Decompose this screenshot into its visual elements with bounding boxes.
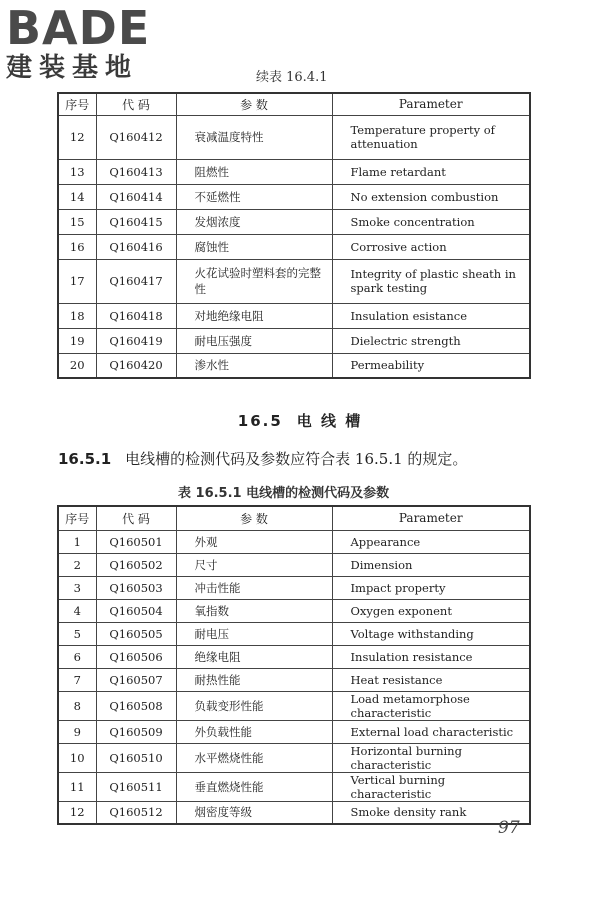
table-row — [58, 645, 530, 668]
section-number: 16.5 — [237, 412, 283, 430]
cell-param: 腐蚀性 — [176, 234, 332, 259]
table2-caption: 表 16.5.1 电线槽的检测代码及参数 — [178, 486, 390, 501]
cell-no: 7 — [58, 668, 96, 691]
cell-no: 16 — [58, 234, 96, 259]
cell-param: 烟密度等级 — [176, 801, 332, 824]
table-row — [58, 184, 530, 209]
cell-code: Q160506 — [96, 645, 176, 668]
table-16-4-1-continued — [57, 92, 531, 379]
table-row — [58, 668, 530, 691]
table1-caption: 续表 16.4.1 — [256, 70, 328, 85]
cell-code: Q160503 — [96, 576, 176, 599]
cell-parameter-en: Smoke density rank — [332, 801, 530, 824]
cell-param: 对地绝缘电阻 — [176, 303, 332, 328]
cell-no: 9 — [58, 720, 96, 743]
cell-code: Q160418 — [96, 303, 176, 328]
cell-code: Q160419 — [96, 328, 176, 353]
cell-no: 10 — [58, 743, 96, 772]
cell-parameter-en: Flame retardant — [332, 159, 530, 184]
table-row — [58, 801, 530, 824]
table-row — [58, 743, 530, 772]
table-16-5-1 — [57, 505, 531, 825]
cell-param: 冲击性能 — [176, 576, 332, 599]
table-header-row — [58, 93, 530, 115]
cell-param: 负载变形性能 — [176, 691, 332, 720]
cell-no: 19 — [58, 328, 96, 353]
cell-param: 衰减温度特性 — [176, 115, 332, 159]
cell-param: 尺寸 — [176, 553, 332, 576]
logo-brand: BADE — [6, 1, 151, 55]
table-row — [58, 691, 530, 720]
header-code: 代 码 — [96, 93, 176, 115]
table-row — [58, 209, 530, 234]
cell-code: Q160512 — [96, 801, 176, 824]
cell-parameter-en: Dielectric strength — [332, 328, 530, 353]
table-row — [58, 772, 530, 801]
cell-code: Q160507 — [96, 668, 176, 691]
cell-param: 外负载性能 — [176, 720, 332, 743]
table-row — [58, 622, 530, 645]
cell-parameter-en: Vertical burning characteristic — [332, 772, 530, 801]
cell-code: Q160412 — [96, 115, 176, 159]
cell-code: Q160504 — [96, 599, 176, 622]
cell-parameter-en: Voltage withstanding — [332, 622, 530, 645]
table-row — [58, 576, 530, 599]
cell-param: 耐电压强度 — [176, 328, 332, 353]
cell-param: 外观 — [176, 530, 332, 553]
cell-code: Q160509 — [96, 720, 176, 743]
table-row — [58, 303, 530, 328]
cell-code: Q160413 — [96, 159, 176, 184]
cell-code: Q160511 — [96, 772, 176, 801]
cell-parameter-en: Impact property — [332, 576, 530, 599]
page-number: 97 — [498, 818, 520, 838]
table-row — [58, 530, 530, 553]
section-heading — [0, 410, 600, 431]
cell-parameter-en: Integrity of plastic sheath in spark testing — [332, 259, 530, 303]
cell-code: Q160420 — [96, 353, 176, 378]
cell-no: 8 — [58, 691, 96, 720]
table-row — [58, 553, 530, 576]
table-row — [58, 259, 530, 303]
cell-param: 耐热性能 — [176, 668, 332, 691]
cell-no: 18 — [58, 303, 96, 328]
cell-code: Q160415 — [96, 209, 176, 234]
header-param: 参 数 — [176, 93, 332, 115]
cell-no: 3 — [58, 576, 96, 599]
cell-parameter-en: Smoke concentration — [332, 209, 530, 234]
header-parameter: Parameter — [332, 506, 530, 530]
cell-no: 12 — [58, 115, 96, 159]
cell-param: 阻燃性 — [176, 159, 332, 184]
cell-code: Q160502 — [96, 553, 176, 576]
cell-parameter-en: No extension combustion — [332, 184, 530, 209]
table-row — [58, 234, 530, 259]
table-row — [58, 353, 530, 378]
cell-parameter-en: Permeability — [332, 353, 530, 378]
cell-no: 4 — [58, 599, 96, 622]
table-row — [58, 115, 530, 159]
cell-parameter-en: Appearance — [332, 530, 530, 553]
table-header-row — [58, 506, 530, 530]
header-no: 序号 — [58, 506, 96, 530]
cell-parameter-en: Insulation resistance — [332, 645, 530, 668]
cell-code: Q160416 — [96, 234, 176, 259]
cell-parameter-en: Load metamorphose characteristic — [332, 691, 530, 720]
cell-param: 不延燃性 — [176, 184, 332, 209]
cell-param: 垂直燃烧性能 — [176, 772, 332, 801]
cell-parameter-en: Insulation esistance — [332, 303, 530, 328]
clause-16-5-1 — [58, 448, 467, 469]
cell-code: Q160510 — [96, 743, 176, 772]
table-row — [58, 159, 530, 184]
cell-no: 2 — [58, 553, 96, 576]
cell-param: 发烟浓度 — [176, 209, 332, 234]
cell-parameter-en: External load characteristic — [332, 720, 530, 743]
clause-text: 电线槽的检测代码及参数应符合表 16.5.1 的规定。 — [125, 450, 468, 468]
cell-no: 11 — [58, 772, 96, 801]
table-row — [58, 720, 530, 743]
section-title: 电 线 槽 — [296, 412, 363, 430]
cell-param: 氧指数 — [176, 599, 332, 622]
cell-parameter-en: Corrosive action — [332, 234, 530, 259]
cell-param: 水平燃烧性能 — [176, 743, 332, 772]
clause-number: 16.5.1 — [58, 450, 112, 468]
logo-chinese: 建装基地 — [6, 53, 139, 83]
cell-parameter-en: Oxygen exponent — [332, 599, 530, 622]
cell-parameter-en: Horizontal burning characteristic — [332, 743, 530, 772]
cell-no: 15 — [58, 209, 96, 234]
cell-code: Q160505 — [96, 622, 176, 645]
cell-code: Q160414 — [96, 184, 176, 209]
cell-parameter-en: Heat resistance — [332, 668, 530, 691]
cell-parameter-en: Dimension — [332, 553, 530, 576]
cell-code: Q160417 — [96, 259, 176, 303]
cell-param: 耐电压 — [176, 622, 332, 645]
header-no: 序号 — [58, 93, 96, 115]
table-row — [58, 599, 530, 622]
cell-no: 12 — [58, 801, 96, 824]
cell-no: 1 — [58, 530, 96, 553]
cell-code: Q160508 — [96, 691, 176, 720]
cell-parameter-en: Temperature property of attenuation — [332, 115, 530, 159]
header-code: 代 码 — [96, 506, 176, 530]
cell-no: 5 — [58, 622, 96, 645]
header-parameter: Parameter — [332, 93, 530, 115]
header-param: 参 数 — [176, 506, 332, 530]
cell-code: Q160501 — [96, 530, 176, 553]
table-row — [58, 328, 530, 353]
cell-param: 绝缘电阻 — [176, 645, 332, 668]
cell-no: 14 — [58, 184, 96, 209]
cell-no: 20 — [58, 353, 96, 378]
cell-no: 13 — [58, 159, 96, 184]
cell-param: 渗水性 — [176, 353, 332, 378]
cell-no: 17 — [58, 259, 96, 303]
cell-param: 火花试验时塑料套的完整性 — [176, 259, 332, 303]
logo — [6, 1, 176, 84]
cell-no: 6 — [58, 645, 96, 668]
